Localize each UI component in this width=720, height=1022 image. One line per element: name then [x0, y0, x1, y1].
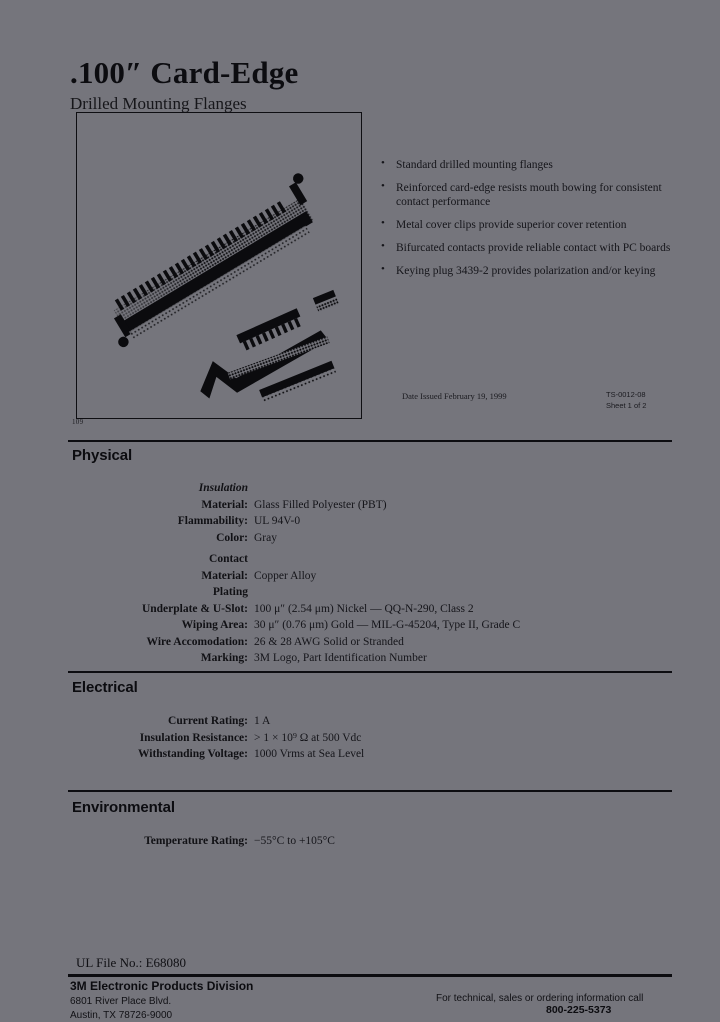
- spec-label: Flammability:: [68, 514, 254, 531]
- spec-row: [68, 731, 364, 748]
- spec-row: [68, 635, 520, 652]
- spec-row: [68, 618, 520, 635]
- section-rule-physical: [68, 440, 672, 442]
- spec-value: > 1 × 10⁹ Ω at 500 Vdc: [254, 731, 364, 748]
- page-title: .100″ Card-Edge: [70, 55, 299, 91]
- feature-item: • Standard drilled mounting flanges: [380, 158, 680, 172]
- contact-info-text: For technical, sales or ordering information call: [436, 993, 643, 1004]
- spec-value: Copper Alloy: [254, 569, 520, 586]
- spec-row: [68, 747, 364, 764]
- spec-value: Gray: [254, 531, 520, 548]
- photo-corner-mark: 109: [72, 418, 83, 426]
- spec-value: 30 μ″ (0.76 μm) Gold — MIL-G-45204, Type II, Grade C: [254, 618, 520, 635]
- spec-label: Wiping Area:: [68, 618, 254, 635]
- section-rule-electrical: [68, 671, 672, 673]
- spec-label: Marking:: [68, 651, 254, 668]
- environmental-spec-table: [68, 834, 335, 851]
- section-heading-environmental: Environmental: [72, 799, 175, 816]
- date-issued: Date Issued February 19, 1999: [402, 391, 507, 401]
- spec-row: [68, 651, 520, 668]
- spec-label: Underplate & U-Slot:: [68, 602, 254, 619]
- spec-value: [254, 585, 520, 602]
- spec-value: 1000 Vrms at Sea Level: [254, 747, 364, 764]
- spec-label: Wire Accomodation:: [68, 635, 254, 652]
- spec-value: Glass Filled Polyester (PBT): [254, 498, 520, 515]
- sheet-number: Sheet 1 of 2: [606, 401, 646, 412]
- spec-value: UL 94V-0: [254, 514, 520, 531]
- section-heading-physical: Physical: [72, 447, 132, 464]
- ul-file-number: UL File No.: E68080: [76, 955, 186, 971]
- spec-label: Insulation Resistance:: [68, 731, 254, 748]
- spec-label: Insulation: [68, 481, 254, 498]
- spec-row: [68, 498, 520, 515]
- section-heading-electrical: Electrical: [72, 679, 138, 696]
- spec-row: [68, 547, 520, 569]
- company-name: 3M Electronic Products Division: [70, 979, 253, 993]
- footer-rule: [68, 974, 672, 977]
- electrical-spec-table: [68, 714, 364, 764]
- spec-value: 26 & 28 AWG Solid or Stranded: [254, 635, 520, 652]
- page-subtitle: Drilled Mounting Flanges: [70, 94, 247, 114]
- spec-label: Withstanding Voltage:: [68, 747, 254, 764]
- product-photo: [76, 112, 362, 419]
- spec-label: Color:: [68, 531, 254, 548]
- spec-row: [68, 531, 520, 548]
- document-number-block: [606, 390, 646, 411]
- spec-row: [68, 834, 335, 851]
- spec-label: Material:: [68, 569, 254, 586]
- spec-row: [68, 569, 520, 586]
- address-line-2: Austin, TX 78726-9000: [70, 1009, 172, 1022]
- spec-value: 1 A: [254, 714, 364, 731]
- spec-label: Plating: [68, 585, 254, 602]
- spec-row: [68, 714, 364, 731]
- spec-value: [254, 481, 520, 498]
- spec-label: Temperature Rating:: [68, 834, 254, 851]
- spec-value: 3M Logo, Part Identification Number: [254, 651, 520, 668]
- spec-value: 100 μ″ (2.54 μm) Nickel — QQ-N-290, Class 2: [254, 602, 520, 619]
- feature-item: • Bifurcated contacts provide reliable contact with PC boards: [380, 241, 680, 255]
- company-address: [70, 995, 172, 1022]
- spec-label: Current Rating:: [68, 714, 254, 731]
- feature-item: • Keying plug 3439-2 provides polarization and/or keying: [380, 264, 680, 278]
- spec-row: [68, 514, 520, 531]
- spec-row: [68, 585, 520, 602]
- physical-spec-table: [68, 481, 520, 668]
- spec-label: Contact: [68, 547, 254, 569]
- spec-value: −55°C to +105°C: [254, 834, 335, 851]
- contact-phone-number: 800-225-5373: [546, 1004, 611, 1016]
- feature-item: • Reinforced card-edge resists mouth bowing for consistent contact performance: [380, 181, 680, 209]
- section-rule-environmental: [68, 790, 672, 792]
- feature-item: • Metal cover clips provide superior cover retention: [380, 218, 680, 232]
- spec-value: [254, 547, 520, 569]
- spec-row: [68, 602, 520, 619]
- spec-label: Material:: [68, 498, 254, 515]
- spec-row: [68, 481, 520, 498]
- feature-list: [380, 158, 680, 287]
- document-number: TS-0012-08: [606, 390, 646, 401]
- address-line-1: 6801 River Place Blvd.: [70, 995, 172, 1009]
